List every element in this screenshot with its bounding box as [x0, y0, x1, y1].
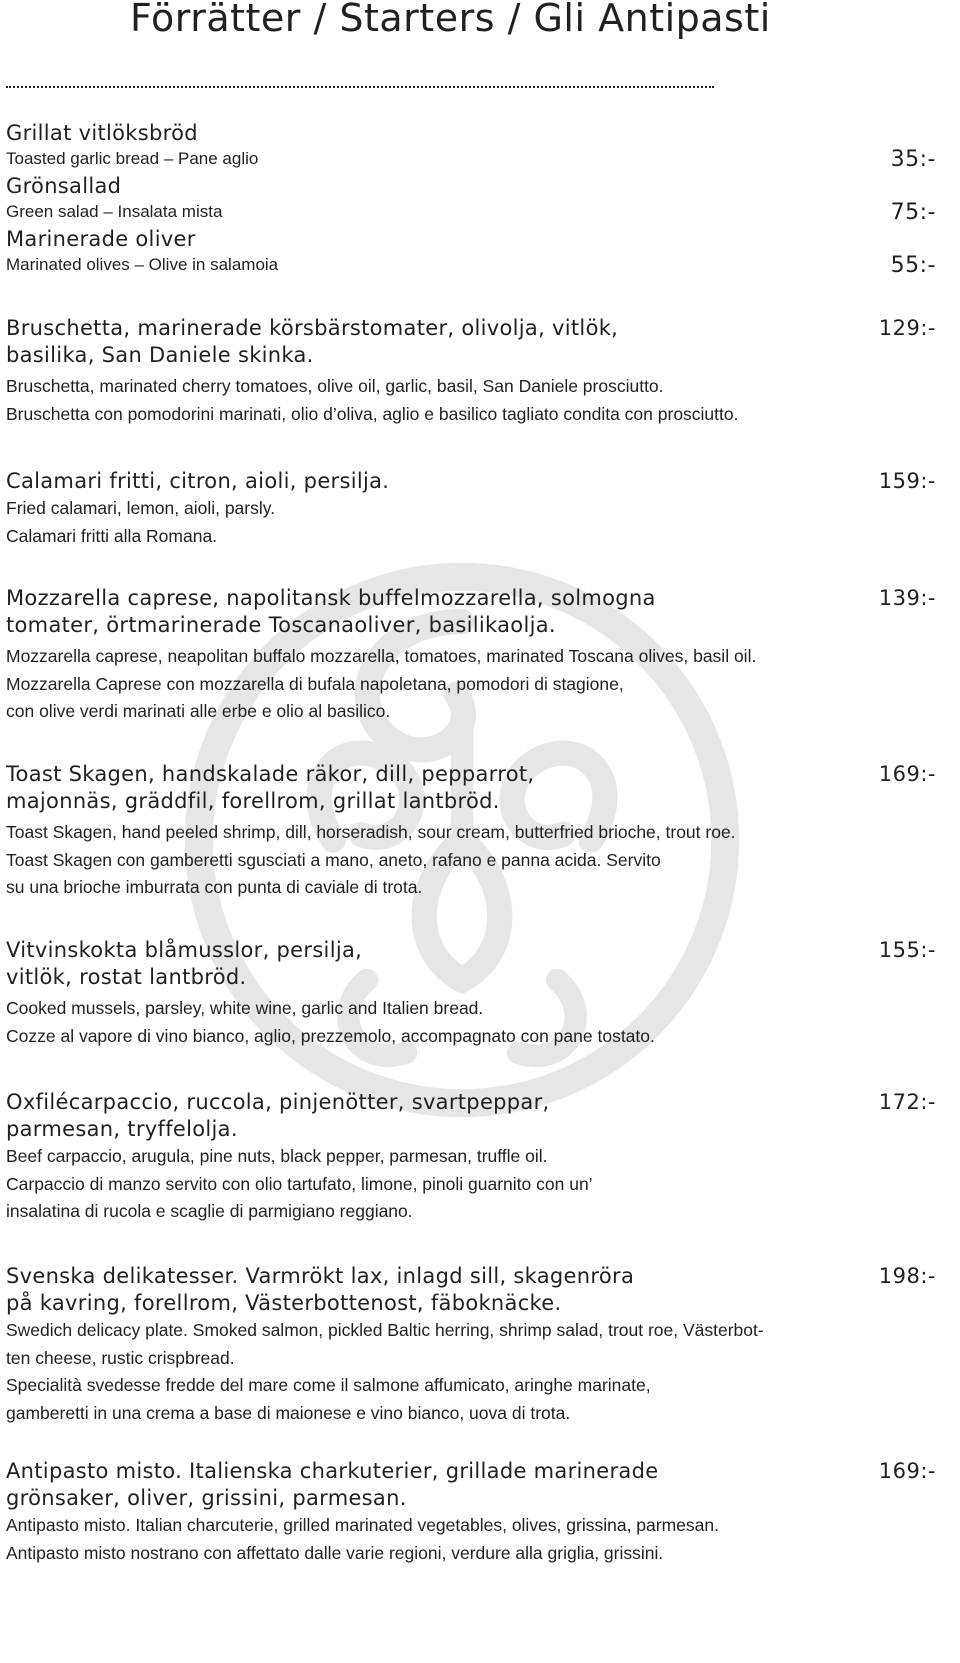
page-title: Förrätter / Starters / Gli Antipasti	[130, 0, 771, 40]
dish-name: basilika, San Daniele skinka.	[6, 343, 314, 367]
menu-item	[6, 1458, 936, 1567]
dish-translation: Green salad – Insalata mista	[6, 202, 223, 221]
description-line: su una brioche imburrata con punta di caviale di trota.	[6, 877, 423, 897]
description-line: Carpaccio di manzo servito con olio tartufato, limone, pinoli guarnito con un’	[6, 1173, 593, 1194]
dish-price: 169:-	[878, 762, 936, 786]
menu-item	[6, 120, 936, 172]
description-line: Bruschetta con pomodorini marinati, olio d’oliva, aglio e basilico tagliato condita con prosciutto.	[6, 403, 739, 424]
dish-price: 169:-	[878, 1459, 936, 1483]
description-line: con olive verdi marinati alle erbe e olio al basilico.	[6, 701, 391, 721]
dish-description	[6, 819, 936, 902]
dish-name: parmesan, tryffelolja.	[6, 1117, 238, 1141]
description-line: Toast Skagen, hand peeled shrimp, dill, horseradish, sour cream, butterfried brioche, trout roe.	[6, 822, 736, 842]
dish-price: 129:-	[878, 316, 936, 340]
dish-name: grönsaker, oliver, grissini, parmesan.	[6, 1486, 407, 1510]
dish-name: Grönsallad	[6, 174, 122, 198]
dish-price: 55:-	[890, 253, 936, 278]
dish-name: majonnäs, gräddfil, forellrom, grillat lantbröd.	[6, 789, 500, 813]
dish-translation: Marinated olives – Olive in salamoia	[6, 255, 279, 274]
dish-name: Vitvinskokta blåmusslor, persilja,	[6, 938, 363, 962]
description-line: Cooked mussels, parsley, white wine, garlic and Italien bread.	[6, 998, 484, 1018]
description-line: Specialità svedesse fredde del mare come il salmone affumicato, aringhe marinate,	[6, 1375, 651, 1395]
menu-item	[6, 226, 936, 278]
dish-price: 139:-	[878, 586, 936, 610]
dotted-divider	[6, 76, 714, 88]
dish-name: vitlök, rostat lantbröd.	[6, 965, 247, 989]
dish-name: Marinerade oliver	[6, 227, 196, 251]
dish-translation: Toasted garlic bread – Pane aglio	[6, 149, 259, 168]
dish-name: Antipasto misto. Italienska charkuterier, grillade marinerade	[6, 1459, 659, 1483]
dish-description	[6, 1512, 936, 1567]
dish-description	[6, 373, 936, 428]
description-line: Beef carpaccio, arugula, pine nuts, black pepper, parmesan, truffle oil.	[6, 1146, 548, 1166]
description-line: Antipasto misto. Italian charcuterie, grilled marinated vegetables, olives, grissina, parmesan.	[6, 1515, 719, 1535]
dish-price: 159:-	[878, 469, 936, 493]
dish-name: på kavring, forellrom, Västerbottenost, fäboknäcke.	[6, 1291, 562, 1315]
dish-name: Mozzarella caprese, napolitansk buffelmozzarella, solmogna	[6, 586, 656, 610]
dish-name: Toast Skagen, handskalade räkor, dill, pepparrot,	[6, 762, 535, 786]
dish-price: 155:-	[878, 938, 936, 962]
description-line: Cozze al vapore di vino bianco, aglio, prezzemolo, accompagnato con pane tostato.	[6, 1025, 655, 1046]
menu-item	[6, 468, 936, 550]
menu-item	[6, 937, 936, 1050]
description-line: Calamari fritti alla Romana.	[6, 525, 218, 546]
description-line: ten cheese, rustic crispbread.	[6, 1347, 235, 1368]
description-line: Toast Skagen con gamberetti sgusciati a mano, aneto, rafano e panna acida. Servito	[6, 849, 661, 870]
dish-description	[6, 995, 936, 1050]
dish-description	[6, 643, 936, 726]
dish-name: Oxfilécarpaccio, ruccola, pinjenötter, svartpeppar,	[6, 1090, 550, 1114]
dish-name: Svenska delikatesser. Varmrökt lax, inlagd sill, skagenröra	[6, 1264, 635, 1288]
menu-item	[6, 761, 936, 902]
description-line: gamberetti in una crema a base di maionese e vino bianco, uova di trota.	[6, 1402, 571, 1423]
description-line: Swedich delicacy plate. Smoked salmon, pickled Baltic herring, shrimp salad, trout roe, Västerbot-	[6, 1320, 764, 1340]
dish-price: 172:-	[878, 1090, 936, 1114]
menu-item	[6, 1089, 936, 1226]
description-line: Bruschetta, marinated cherry tomatoes, olive oil, garlic, basil, San Daniele prosciutto.	[6, 376, 664, 396]
dish-price: 198:-	[878, 1264, 936, 1288]
dish-description	[6, 1143, 936, 1226]
description-line: Fried calamari, lemon, aioli, parsly.	[6, 498, 276, 518]
description-line: Mozzarella caprese, neapolitan buffalo mozzarella, tomatoes, marinated Toscana olives, basil oil.	[6, 646, 757, 666]
menu-item	[6, 315, 936, 428]
dish-name: Calamari fritti, citron, aioli, persilja.	[6, 469, 390, 493]
dish-description	[6, 495, 936, 550]
menu-item	[6, 173, 936, 225]
dish-name: tomater, örtmarinerade Toscanaoliver, basilikaolja.	[6, 613, 556, 637]
dish-description	[6, 1317, 936, 1427]
description-line: Mozzarella Caprese con mozzarella di bufala napoletana, pomodori di stagione,	[6, 673, 624, 694]
description-line: Antipasto misto nostrano con affettato dalle varie regioni, verdure alla griglia, grissini.	[6, 1542, 664, 1563]
menu-item	[6, 1263, 936, 1427]
dish-price: 35:-	[890, 147, 936, 172]
menu-item	[6, 585, 936, 726]
dish-price: 75:-	[890, 200, 936, 225]
description-line: insalatina di rucola e scaglie di parmigiano reggiano.	[6, 1201, 413, 1221]
dish-name: Bruschetta, marinerade körsbärstomater, olivolja, vitlök,	[6, 316, 619, 340]
dish-name: Grillat vitlöksbröd	[6, 121, 198, 145]
